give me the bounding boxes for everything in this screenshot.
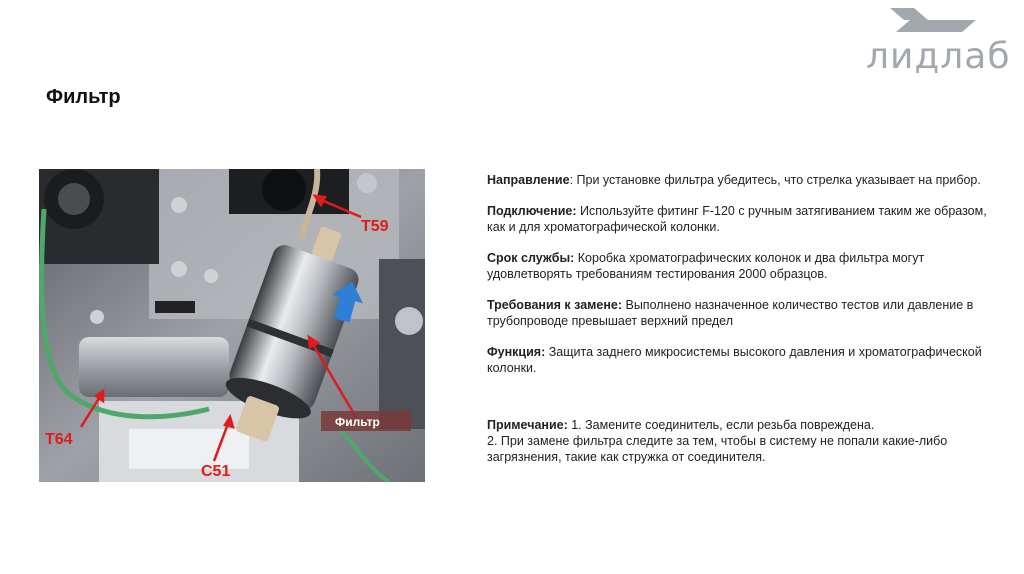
page-title: Фильтр [46,86,121,108]
lifetime-paragraph [487,250,997,282]
note-label: Примечание: [487,418,568,432]
lifetime-text: Коробка хроматографических колонок и два фильтра могут удовлетворять требованиям тестирования 2000 образцов. [487,251,925,281]
note-paragraph [487,417,997,465]
connection-label: Подключение: [487,204,577,218]
label-t59: T59 [361,218,389,235]
function-label: Функция: [487,345,546,359]
replacement-paragraph [487,297,997,329]
label-t64: T64 [45,431,73,448]
direction-label: Направление [487,173,570,187]
replacement-text: Выполнено назначенное количество тестов или давление в трубопроводе превышает верхний предел [487,298,974,328]
connection-text: Используйте фитинг F-120 с ручным затягиванием таким же образом, как и для хроматографической колонки. [487,204,987,234]
direction-text: : При установке фильтра убедитесь, что стрелка указывает на прибор. [569,173,981,187]
logo-text: лидлаб [866,36,1011,77]
connection-paragraph [487,203,997,235]
direction-paragraph [487,172,997,188]
replacement-label: Требования к замене: [487,298,623,312]
lifetime-label: Срок службы: [487,251,575,265]
description-column [487,172,997,480]
note-line-2: 2. При замене фильтра следите за тем, чтобы в систему не попали какие-либо загрязнения, такие как стружка от соединителя. [487,434,948,464]
function-paragraph [487,344,997,376]
function-text: Защита заднего микросистемы высокого давления и хроматографической колонки. [487,345,982,375]
label-c51: C51 [201,463,231,480]
note-line-1: 1. Замените соединитель, если резьба повреждена. [567,418,875,432]
label-filter: Фильтр [335,415,380,429]
filter-photo [39,169,425,482]
